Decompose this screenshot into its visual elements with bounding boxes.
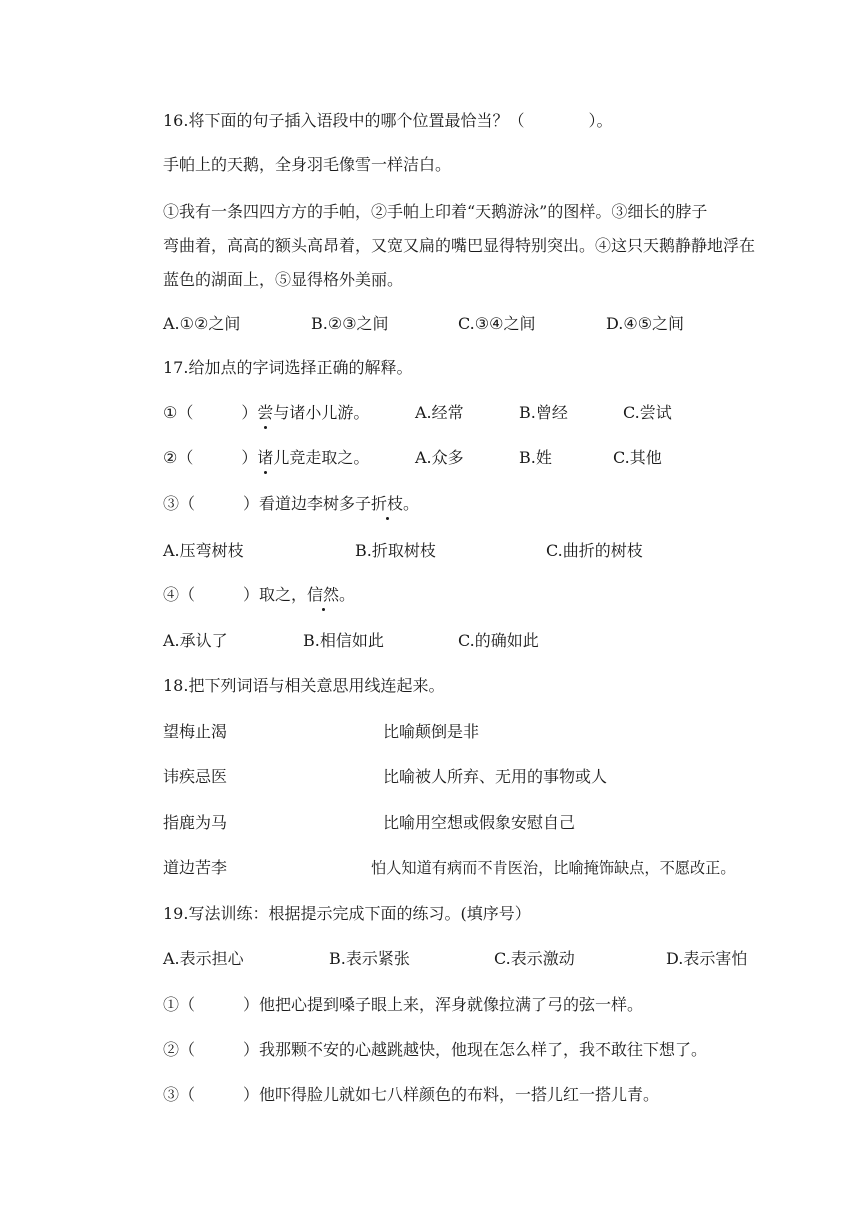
q17-question: 17.给加点的字词选择正确的解释。 xyxy=(163,358,413,377)
q16-passage-line-2: 弯曲着，高高的额头高昂着，又宽又扁的嘴巴显得特别突出。④这只天鹅静静地浮在 xyxy=(163,236,756,255)
q19-item-1 xyxy=(163,995,643,1015)
q17-2-option-a: A.众多 xyxy=(415,448,464,467)
q17-4-option-b: B.相信如此 xyxy=(303,631,384,650)
q18-question: 18.把下列词语与相关意思用线连起来。 xyxy=(163,676,445,695)
q17-item-4 xyxy=(163,585,355,605)
answer-blank[interactable]: ③（ ） xyxy=(163,494,260,513)
dotted-word: 折枝 xyxy=(371,494,404,513)
q17-1-option-a: A.经常 xyxy=(415,403,464,422)
dotted-word: 信然 xyxy=(307,585,340,604)
answer-blank[interactable]: ①（ ） xyxy=(163,995,260,1014)
q19-item-2 xyxy=(163,1040,707,1060)
item-text: 儿竞走取之。 xyxy=(273,448,370,467)
q18-idiom-3[interactable]: 指鹿为马 xyxy=(163,813,228,832)
item-text: 看道边李树多子 xyxy=(259,494,372,513)
q19-option-b: B.表示紧张 xyxy=(329,949,410,968)
q16-passage-line-1: ①我有一条四四方方的手帕，②手帕上印着“天鹅游泳”的图样。③细长的脖子 xyxy=(163,202,708,221)
q16-passage-line-3: 蓝色的湖面上，⑤显得格外美丽。 xyxy=(163,270,404,289)
q16-option-c: C.③④之间 xyxy=(458,314,536,333)
q18-meaning-1[interactable]: 比喻颠倒是非 xyxy=(383,722,480,741)
q17-2-option-b: B.姓 xyxy=(519,448,552,467)
q16-option-d: D.④⑤之间 xyxy=(606,314,685,333)
q16-insert-sentence: 手帕上的天鹅，全身羽毛像雪一样洁白。 xyxy=(163,155,452,174)
q19-question: 19.写法训练：根据提示完成下面的练习。(填序号） xyxy=(163,904,531,923)
answer-blank[interactable]: ④（ ） xyxy=(163,585,260,604)
q17-4-option-c: C.的确如此 xyxy=(458,631,539,650)
q18-meaning-2[interactable]: 比喻被人所弃、无用的事物或人 xyxy=(383,767,608,786)
q16-option-b: B.②③之间 xyxy=(311,314,389,333)
q19-item-3 xyxy=(163,1085,659,1105)
q17-3-option-b: B.折取树枝 xyxy=(355,541,436,560)
item-text: 与诸小儿游。 xyxy=(273,403,370,422)
answer-blank[interactable]: ②（ ） xyxy=(163,1040,260,1059)
item-text: 他把心提到嗓子眼上来，浑身就像拉满了弓的弦一样。 xyxy=(259,995,644,1014)
item-end: 。 xyxy=(339,585,356,604)
q18-idiom-4[interactable]: 道边苦李 xyxy=(163,858,228,877)
q17-item-1 xyxy=(163,403,369,423)
item-end: 。 xyxy=(403,494,420,513)
q17-3-option-c: C.曲折的树枝 xyxy=(546,541,643,560)
q17-item-2 xyxy=(163,448,369,468)
q17-1-option-b: B.曾经 xyxy=(519,403,568,422)
q18-idiom-1[interactable]: 望梅止渴 xyxy=(163,722,228,741)
q17-3-option-a: A.压弯树枝 xyxy=(163,541,244,560)
q16-option-a: A.①②之间 xyxy=(163,314,241,333)
dotted-word: 尝 xyxy=(257,403,274,422)
q17-item-3 xyxy=(163,494,419,514)
item-text: 取之， xyxy=(259,585,308,604)
q19-option-c: C.表示激动 xyxy=(494,949,575,968)
dotted-word: 诸 xyxy=(257,448,274,467)
q16-question: 16.将下面的句子插入语段中的哪个位置最恰当？（ ）。 xyxy=(163,111,613,130)
answer-blank[interactable]: ③（ ） xyxy=(163,1085,260,1104)
q18-meaning-4[interactable]: 怕人知道有病而不肯医治，比喻掩饰缺点，不愿改正。 xyxy=(371,859,736,877)
q18-meaning-3[interactable]: 比喻用空想或假象安慰自己 xyxy=(383,813,576,832)
q18-idiom-2[interactable]: 讳疾忌医 xyxy=(163,767,228,786)
q19-option-d: D.表示害怕 xyxy=(666,949,748,968)
item-text: 我那颗不安的心越跳越快，他现在怎么样了，我不敢往下想了。 xyxy=(259,1040,708,1059)
answer-blank[interactable]: ①（ ） xyxy=(163,403,258,422)
item-text: 他吓得脸儿就如七八样颜色的布料，一搭儿红一搭儿青。 xyxy=(259,1085,660,1104)
q17-4-option-a: A.承认了 xyxy=(163,631,228,650)
q19-option-a: A.表示担心 xyxy=(163,949,244,968)
q17-2-option-c: C.其他 xyxy=(613,448,662,467)
q17-1-option-c: C.尝试 xyxy=(623,403,672,422)
answer-blank[interactable]: ②（ ） xyxy=(163,448,258,467)
